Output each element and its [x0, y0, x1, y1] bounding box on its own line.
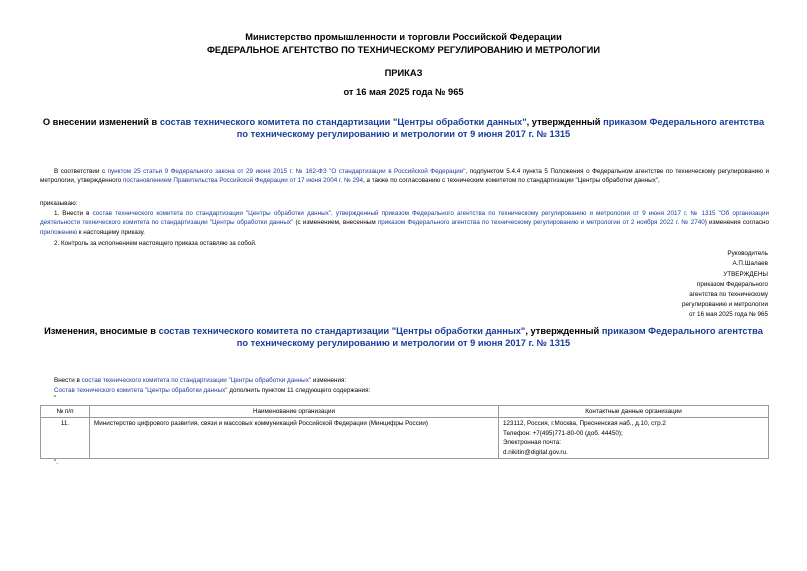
- header-number: № п/п: [41, 406, 90, 418]
- title-link-order-1315[interactable]: приказом Федерального агентства по техническому регулированию и метрологии от 9 июня 2017 г. № 1315: [236, 117, 765, 139]
- approval-line-3: агентства по техническому: [689, 291, 768, 298]
- item1-link-appendix[interactable]: приложению: [40, 228, 78, 236]
- title-text-1: О внесении изменений в: [42, 117, 160, 127]
- order-item-2: 2. Контроль за исполнением настоящего приказа оставляю за собой.: [54, 240, 257, 247]
- changes-title-text-1: Изменения, вносимые в: [44, 326, 159, 336]
- intro-text-1: Внести в: [54, 377, 82, 384]
- item1-text-2: (с изменением, внесенным: [293, 219, 378, 227]
- contact-phone: Телефон: +7(495)771-80-00 (доб. 44450);: [503, 429, 623, 437]
- quote-close: ".: [54, 459, 58, 466]
- item1-text-1: 1. Внести в: [54, 210, 93, 217]
- preamble-text-2: , подпунктом 5.4.4 пункта 5 Положения о Федеральном агентстве по техническому регулированию и метрологии, утвержденного: [40, 168, 769, 185]
- preamble-link-law-162fz[interactable]: пунктом 25 статьи 9 Федерального закона от 29 июня 2015 г. № 162-ФЗ "О стандартизации в Российской Федерации": [107, 168, 466, 175]
- title-text-2: , утвержденный: [526, 117, 604, 127]
- agency-name: ФЕДЕРАЛЬНОЕ АГЕНТСТВО ПО ТЕХНИЧЕСКОМУ РЕГУЛИРОВАНИЮ И МЕТРОЛОГИИ: [206, 45, 601, 55]
- intro-text-2: изменения:: [311, 377, 347, 384]
- approval-line-5: от 16 мая 2025 года № 965: [689, 311, 768, 318]
- document-type: ПРИКАЗ: [384, 68, 423, 78]
- preamble-text-1: В соответствии с: [54, 168, 108, 175]
- signature-position: Руководитель: [727, 250, 768, 257]
- order-item-1: [40, 209, 769, 237]
- row-organization: Министерство цифрового развития, связи и массовых коммуникаций Российской Федерации (Минцифры России): [90, 418, 499, 459]
- header-organization: Наименование организации: [90, 406, 499, 418]
- changes-title-text-2: , утвержденный: [525, 326, 602, 336]
- contact-address: 123112, Россия, г.Москва, Пресненская наб., д.10, стр.2: [503, 420, 666, 427]
- signature-block: [727, 249, 768, 269]
- organization-table: [40, 405, 769, 459]
- approval-block: [682, 270, 768, 320]
- order-date: от 16 мая 2025 года № 965: [343, 87, 464, 97]
- changes-intro-line-1: [54, 376, 346, 385]
- changes-title: [40, 325, 767, 349]
- table-row: [41, 418, 769, 459]
- item1-text-4: к настоящему приказу.: [77, 228, 145, 236]
- item1-text-3: ) изменения согласно: [704, 219, 769, 227]
- table-header-row: [41, 406, 769, 418]
- intro-text-3: дополнить пунктом 11 следующего содержания:: [227, 387, 371, 394]
- intro-link-committee[interactable]: состав технического комитета по стандартизации "Центры обработки данных": [81, 377, 312, 384]
- changes-title-link-committee[interactable]: состав технического комитета по стандартизации "Центры обработки данных": [158, 326, 526, 336]
- intro-link-composition[interactable]: Состав технического комитета "Центры обработки данных": [54, 387, 228, 394]
- approval-line-4: регулированию и метрологии: [682, 301, 768, 308]
- title-link-committee[interactable]: состав технического комитета по стандартизации "Центры обработки данных": [159, 117, 527, 127]
- preamble-link-resolution-294[interactable]: постановлением Правительства Российской Федерации от 17 июня 2004 г. № 294: [123, 177, 363, 185]
- prikazyvayu: приказываю:: [40, 200, 78, 207]
- row-number: 11.: [41, 418, 90, 459]
- contact-email: d.nikitin@digital.gov.ru.: [503, 448, 568, 456]
- header-contacts: Контактные данные организации: [499, 406, 769, 418]
- item1-link-order-2740[interactable]: приказом Федерального агентства по техническому регулированию и метрологии от 2 ноября 2022 г. № 2740: [377, 219, 705, 227]
- ministry-name: Министерство промышленности и торговли Российской Федерации: [245, 32, 562, 42]
- order-title: [40, 116, 767, 140]
- approval-line-1: УТВЕРЖДЕНЫ: [723, 271, 768, 278]
- contact-email-label: Электронная почта:: [503, 439, 561, 446]
- preamble-text-3: , а также по согласованию с техническим комитетом по стандартизации "Центры обработки данных",: [362, 177, 660, 185]
- changes-title-link-order-1315[interactable]: приказом Федерального агентства по техническому регулированию и метрологии от 9 июня 2017 г. № 1315: [236, 326, 763, 348]
- approval-line-2: приказом Федерального: [696, 281, 768, 288]
- quote-open: ": [54, 395, 57, 402]
- row-contacts: [499, 418, 769, 459]
- preamble: [40, 167, 769, 186]
- signature-name: А.П.Шалаев: [732, 260, 768, 267]
- item1-link-committee[interactable]: состав технического комитета по стандартизации "Центры обработки данных", утвержденный приказом Федерального агентства по техническому регулированию и метрологии от 9 июня 2017 г. № 1315 "Об организации деятельности технического комитета по стандартизации "Центры обработки данных": [40, 210, 770, 227]
- changes-intro-line-2: [54, 386, 370, 395]
